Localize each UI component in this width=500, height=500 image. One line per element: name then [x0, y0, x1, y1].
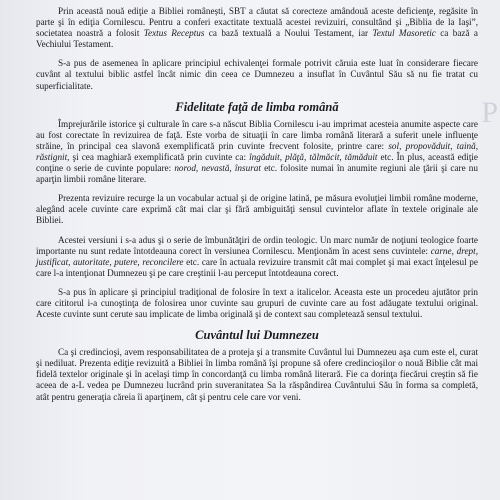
bleed-through-glyph: P: [481, 96, 498, 129]
intro-paragraph-1: [36, 6, 478, 50]
italic-term: carne, drept, justificat, autoritate, putere, reconcilere: [36, 245, 478, 267]
italic-term: norod, nevastă, însurat: [174, 163, 261, 174]
text-run: S-a pus de asemenea în aplicare principiul echivalenţei formale potrivit căruia este luat în considerare fiecare cuvânt al textului biblic astfel încât nimic din ceea ce Dumnezeu a insuflat în Cuvântul Său să nu fie tratat cu superficialitate.: [36, 58, 478, 91]
text-run: ca bază textuală a Noului Testament, iar: [204, 28, 373, 39]
text-run: Prezenta revizuire recurge la un vocabular actual şi de origine latină, pe măsura evoluţiei limbii române moderne, alegând acele cuvinte care exprimă cât mai clar şi fără ambiguităţi sensul cuvintelor aflate în textele originale ale Bibliei.: [36, 193, 478, 226]
text-run: etc. folosite numai în anumite regiuni ale ţării şi care nu aparţin limbii române literare.: [36, 163, 478, 185]
italic-term: sol, propovăduit, taină, răstignit,: [36, 140, 478, 162]
italic-term: Textul Masoretic: [372, 28, 436, 39]
text-run: etc. În plus, această ediţie conţine o serie de cuvinte populare:: [36, 151, 478, 174]
fidelity-section: [36, 119, 478, 321]
text-run: S-a pus în aplicare şi principiul tradiţional de folosire în text a italicelor. Aceasta este un procedeu ajutător prin care cititorul i-a cunoştinţa de folosirea unor cuvinte sau grupuri de cuvinte care au fost adăugate textului original. Aceste cuvinte sunt cerute sau implicate de limba originală şi de context sau completează sensul textului.: [36, 286, 478, 320]
text-run: şi cea maghiară exemplificată prin cuvinte ca:: [69, 151, 250, 162]
word-of-god-section: [36, 347, 478, 402]
section-heading-word-of-god: Cuvântul lui Dumnezeu: [195, 328, 319, 343]
text-run: Ca şi credincioşi, avem responsabilitatea de a proteja şi a transmite Cuvântul lui Dumnezeu aşa cum este el, curat şi nediluat. Prezenta ediţie revizuită a Bibliei în limba română îşi propune să ofere credincioşilor o nouă Biblie cât mai fidelă textelor originale şi în acelaşi timp în concordanţă cu limba română literară. Fie ca dorinţa fiecărui creştin să fie aceea de a-L vedea pe Dumnezeu lucrând prin suveranitatea Sa la răspândirea Cuvântului Său în forma sa completă, atât pentru generaţia căreia îi aparţinem, cât şi pentru cele care vor veni.: [36, 347, 478, 402]
section-heading-fidelity: Fidelitate faţă de limba română: [175, 99, 339, 114]
italic-term: îngăduit, plăţă, tălmăcit, tămăduit: [249, 151, 378, 162]
fidelity-paragraph-1: [36, 119, 478, 186]
word-of-god-paragraph-1: [36, 347, 478, 402]
text-run: Prin această nouă ediţie a Bibliei românești, SBT a căutat să corecteze amândouă aceste deficienţe, regăsite în parte şi în ediţia Cornilescu. Pentru a conferi exactitate textuală acestei revizuiri, consultând şi „Biblia de la Iaşi”, societatea noastră a folosit: [36, 6, 478, 39]
text-run: ca bază a Vechiului Testament.: [36, 28, 479, 50]
fidelity-paragraph-3: [36, 235, 478, 279]
intro-section: [36, 6, 478, 92]
text-run: etc. care în actuala revizuire transmit cât mai complet şi mai exact înţelesul pe care l-a intenţionat Dumnezeu şi pe care creştinii l-au perceput întotdeauna corect.: [36, 256, 478, 278]
text-run: Împrejurările istorice şi culturale în care s-a născut Biblia Cornilescu i-au imprimat acesteia anumite aspecte care au fost corectate în revizuirea de faţă. Este vorba de situaţii în care limba română literară a suferit unele influenţe străine, în principal cea slavonă exemplificată prin cuvinte frecvent folosite, printre care:: [36, 118, 478, 151]
fidelity-paragraph-4: [36, 287, 478, 320]
fidelity-paragraph-2: [36, 193, 478, 226]
text-run: Acestei versiuni i s-a adus şi o serie de îmbunătăţiri de ordin teologic. Un marc număr de noţiuni teologice foarte importante nu sunt redate întotdeauna corect în versiunea Cornilescu. Menţionăm în acest sens cuvintele:: [36, 234, 478, 256]
intro-paragraph-2: [36, 58, 478, 91]
italic-term: Textus Receptus: [143, 28, 205, 39]
